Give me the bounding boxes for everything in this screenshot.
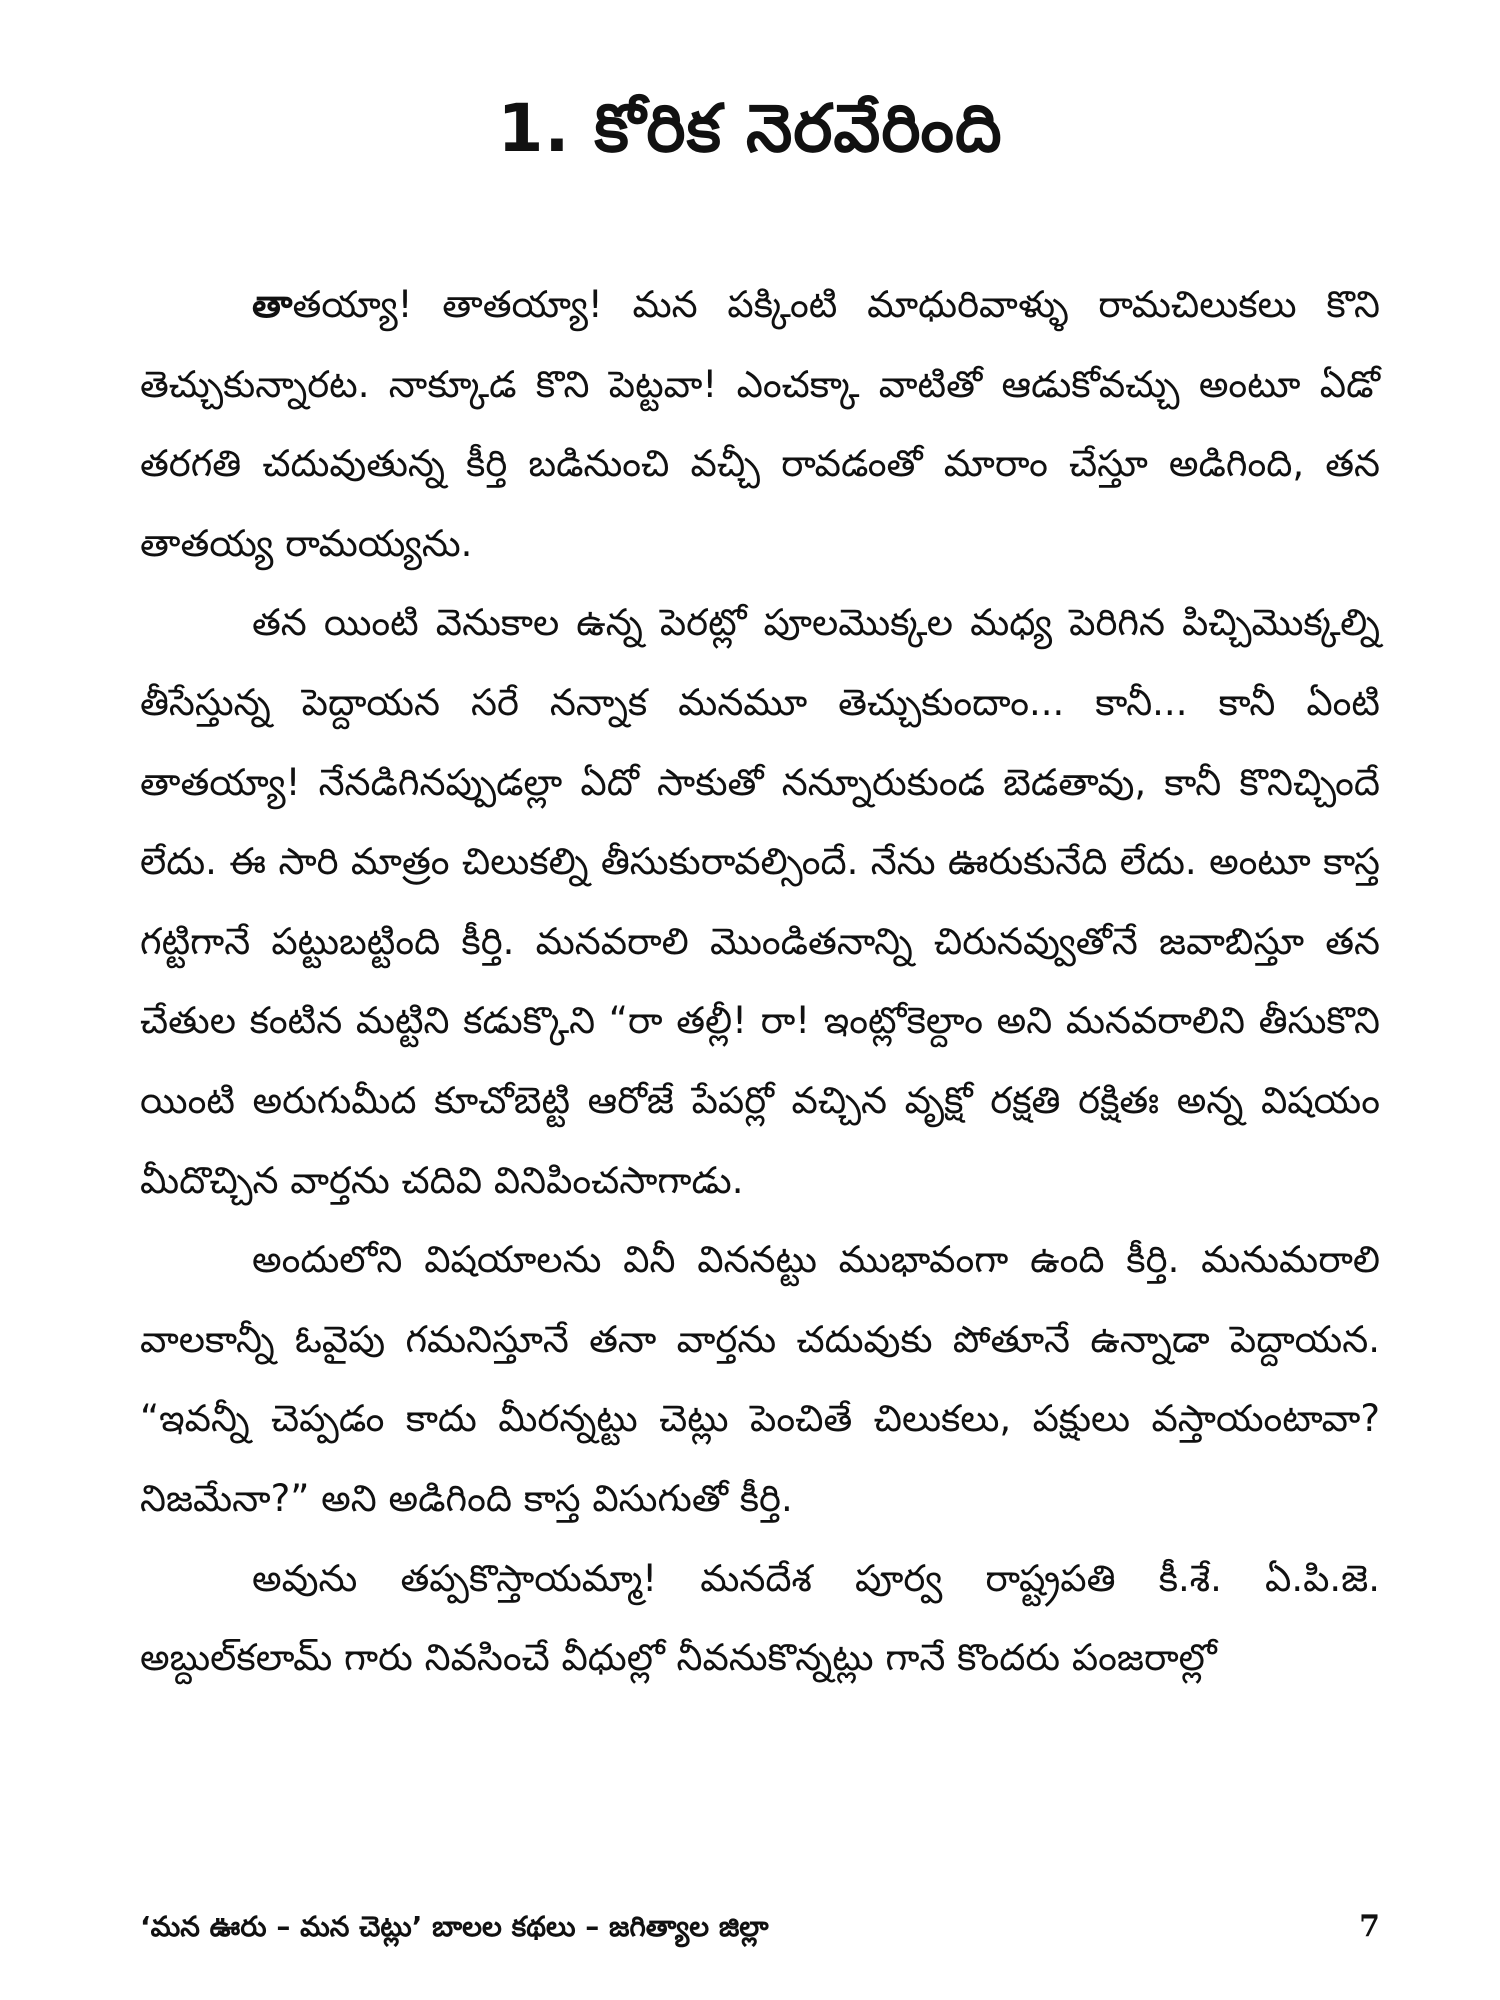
chapter-title: 1. కోరిక నెరవేరింది: [497, 90, 1003, 168]
paragraph-3: అందులోని విషయాలను వినీ విననట్టు ముభావంగా ఉంది కీర్తి. మనుమరాలి వాలకాన్నీ ఓవైపు గమనిస్తూనే తనా వార్తను చదువుకు పోతూనే ఉన్నాడా పెద్దాయన. “ఇవన్నీ చెప్పడం కాదు మీరన్నట్టు చెట్లు పెంచితే చిలుకలు, పక్షులు వస్తాయంటావా? నిజమేనా?” అని అడిగింది కాస్త విసుగుతో కీర్తి.: [140, 1238, 1380, 1520]
paragraph-2: తన యింటి వెనుకాల ఉన్న పెరట్లో పూలమొక్కల మధ్య పెరిగిన పిచ్చిమొక్కల్ని తీసేస్తున్న పెద్దాయన సరే నన్నాక మనమూ తెచ్చుకుందాం... కానీ... కానీ ఏంటి తాతయ్యా! నేనడిగినప్పుడల్లా ఏదో సాకుతో నన్నూరుకుండ బెడతావు, కానీ కొనిచ్చిందే లేదు. ఈ సారి మాత్రం చిలుకల్ని తీసుకురావల్సిందే. నేను ఊరుకునేది లేదు. అంటూ కాస్త గట్టిగానే పట్టుబట్టింది కీర్తి. మనవరాలి మొండితనాన్ని చిరునవ్వుతోనే జవాబిస్తూ తన చేతుల కంటిన మట్టిని కడుక్కొని “రా తల్లీ! రా! ఇంట్లోకెల్దాం అని మనవరాలిని తీసుకొని యింటి అరుగుమీద కూచోబెట్టి ఆరోజే పేపర్లో వచ్చిన వృక్షో రక్షతి రక్షితః అన్న విషయం మీదొచ్చిన వార్తను చదివి వినిపించసాగాడు.: [140, 601, 1380, 1202]
page-footer: [140, 1905, 1380, 1955]
paragraph-1-text: తయ్యా! తాతయ్యా! మన పక్కింటి మాధురివాళ్ళు రామచిలుకలు కొని తెచ్చుకున్నారట. నాక్కూడ కొని పెట్టవా! ఎంచక్కా వాటితో ఆడుకోవచ్చు అంటూ ఏడో తరగతి చదువుతున్న కీర్తి బడినుంచి వచ్చీ రావడంతో మారాం చేస్తూ అడిగింది, తన తాతయ్య రామయ్యను.: [140, 283, 1380, 565]
story-body: [140, 265, 1380, 1698]
paragraph-4: అవును తప్పకొస్తాయమ్మా! మనదేశ పూర్వ రాష్ట్రపతి కీ.శే. ఏ.పి.జె. అబ్దుల్‌కలామ్ గారు నివసించే వీధుల్లో నీవనుకొన్నట్లు గానే కొందరు పంజరాల్లో: [140, 1556, 1380, 1680]
footer-book-title: ‘మన ఊరు – మన చెట్లు’ బాలల కథలు – జగిత్యాల జిల్లా: [140, 1910, 769, 1943]
paragraph-1: [140, 265, 1380, 583]
paragraph-1-lead: తా: [252, 283, 293, 326]
page-number: 7: [1359, 1909, 1380, 1944]
